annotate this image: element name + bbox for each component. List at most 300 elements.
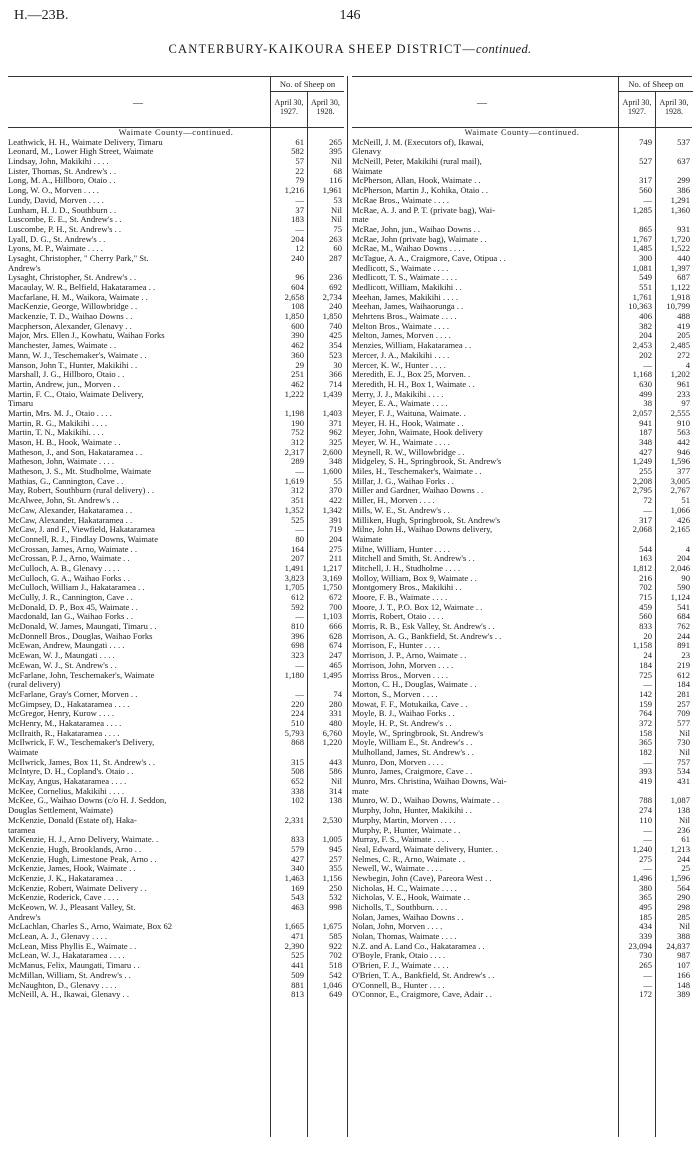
owner-name: Douglas Settlement, Waimate) (8, 806, 113, 816)
sheep-count-1927: — (643, 756, 652, 767)
sheep-count-1927: 23,094 (628, 940, 652, 951)
year-1927-date: April 30, (274, 98, 304, 107)
table-row (8, 167, 344, 177)
owner-name: McManus, Felix, Maungati, Timaru . . (8, 961, 140, 971)
sheep-count-1927: 544 (639, 543, 652, 554)
owner-name: Manchester, James, Waimate . . (8, 341, 117, 351)
sheep-count-1928: 672 (329, 592, 342, 602)
sheep-count-1927: 471 (291, 931, 304, 942)
owner-name: McLean, W. J., Hakataramea . . . . (8, 951, 125, 961)
owner-name: Nolan, James, Waihao Downs . . (352, 912, 464, 922)
page-number: 146 (339, 8, 361, 23)
table-row (352, 186, 692, 196)
owner-name: Lister, Thomas, St. Andrew's . . (8, 166, 116, 176)
table-row (352, 622, 692, 632)
sheep-count-1927: 220 (291, 698, 304, 709)
sheep-count-1927: 390 (291, 330, 304, 341)
sheep-count-1927: 169 (291, 882, 304, 893)
owner-name: Moyle, B. J., Waihao Forks . . (352, 709, 455, 719)
sheep-count-1927: 1,222 (284, 388, 304, 399)
sheep-count-1928: 431 (677, 776, 690, 787)
sheep-count-1927: 20 (643, 630, 652, 641)
table-row (352, 961, 692, 971)
year-1928-date: April 30, (311, 98, 340, 107)
sheep-count-1927: 508 (291, 766, 304, 777)
table-row (352, 486, 692, 496)
sheep-count-1928: 730 (677, 737, 690, 748)
sheep-count-1927: 315 (291, 756, 304, 767)
owner-name: Mitchell, J. H., Studholme . . . . (352, 563, 461, 573)
sheep-count-1927: 1,619 (284, 475, 304, 486)
sheep-count-1928: 30 (333, 359, 342, 370)
sheep-count-1927: 312 (291, 437, 304, 447)
owner-name: McRae, John, jun., Waihao Downs . . (352, 224, 481, 234)
sheep-count-1927: 2,057 (632, 407, 652, 418)
year-1927-year: 1927. (280, 107, 298, 116)
sheep-count-1927: 360 (291, 349, 304, 360)
sheep-count-1928: 532 (329, 892, 342, 903)
sheep-count-1928: 348 (329, 456, 342, 467)
owner-name: Nicholas, H. C., Waimate . . . . (352, 883, 457, 893)
sheep-count-1928: 1,397 (670, 262, 690, 273)
owner-name: McIlwrick, James, Box 11, St. Andrew's . . (8, 757, 156, 767)
owner-name: McCully, J. R., Cannington, Cave . . (8, 593, 133, 602)
year-1927-year: 1927. (628, 107, 646, 116)
sheep-count-1928: 1,750 (322, 582, 342, 593)
table-row (8, 264, 344, 274)
sheep-count-1928: 236 (329, 272, 342, 283)
left-rows (8, 128, 344, 1000)
sheep-count-1927: 427 (291, 853, 304, 864)
owner-name: McNeill, A. H., Ikawai, Glenavy . . (8, 990, 130, 1000)
owner-name: Leonard, M., Lower High Street, Waimate (8, 147, 154, 157)
sheep-count-1927: — (295, 524, 304, 535)
owner-name: Lindsay, John, Makikihi . . . . (8, 157, 109, 167)
sheep-count-1928: 389 (677, 989, 690, 1000)
owner-name: McCaw, Alexander, Hakataramea . . (8, 505, 133, 515)
sheep-count-1928: 287 (329, 252, 342, 263)
sheep-count-1928: 290 (677, 892, 690, 903)
sheep-count-1928: 649 (329, 989, 342, 1000)
sheep-count-1927: 462 (291, 340, 304, 351)
owner-name: Morris, R. B., Esk Valley, St. Andrew's . . (352, 622, 495, 632)
sheep-count-1927: 715 (639, 592, 652, 602)
sheep-count-1928: 2,485 (670, 340, 690, 351)
sheep-count-1928: 4 (685, 543, 690, 554)
owner-name: mate (352, 215, 369, 225)
owner-name: McCulloch, William J., Hakataramea . . (8, 583, 145, 593)
sheep-count-1928: 97 (681, 398, 690, 409)
sheep-count-1928: 1,291 (670, 194, 690, 205)
sheep-count-1928: 1,596 (670, 872, 690, 883)
sheep-count-1927: 1,198 (284, 407, 304, 418)
owner-name: Matheson, J. S., Mt. Studholme, Waimate (8, 467, 152, 477)
sheep-count-1928: 1,850 (322, 311, 342, 322)
table-row (352, 206, 692, 216)
sheep-count-1928: 488 (677, 311, 690, 322)
sheep-count-1928: 987 (677, 950, 690, 961)
sheep-count-1927: 2,795 (632, 485, 652, 496)
sheep-count-1927: 652 (291, 776, 304, 787)
sheep-count-1927: 79 (295, 175, 304, 186)
owner-name: Milne, William, Hunter . . . . (352, 544, 450, 554)
sheep-count-1928: Nil (679, 747, 690, 757)
sheep-count-1928: 240 (329, 301, 342, 312)
sheep-count-1928: 148 (677, 979, 690, 990)
sheep-count-1928: 702 (329, 950, 342, 961)
sheep-count-1927: 57 (295, 156, 304, 167)
table-row (352, 496, 692, 506)
year-1928-date: April 30, (659, 98, 689, 107)
sheep-count-1928: 757 (677, 756, 690, 767)
sheep-count-1928: 51 (681, 495, 690, 506)
owner-name: Murphy, John, Hunter, Makikihi . . (352, 806, 472, 816)
sheep-count-1927: 1,216 (284, 185, 304, 196)
sheep-count-1927: 164 (291, 543, 304, 554)
owner-name: Morrison, J. P., Arno, Waimate . . (352, 651, 467, 661)
owner-name: Lunham, H. J. D., Southburn . . (8, 205, 117, 215)
owner-name: Morriss Bros., Morven . . . . (352, 670, 448, 680)
sheep-count-1927: 833 (291, 834, 304, 845)
sheep-count-1928: 628 (329, 630, 342, 641)
table-row (8, 157, 344, 167)
table-row (8, 651, 344, 661)
sheep-count-1928: 1,087 (670, 795, 690, 806)
sheep-count-1928: 263 (329, 233, 342, 244)
sheep-count-1927: 72 (643, 495, 652, 506)
owner-name: Menzies, William, Hakataramea . . (352, 341, 472, 351)
sheep-count-1928: 1,495 (322, 669, 342, 680)
sheep-count-1928: 1,720 (670, 233, 690, 244)
table-row (8, 254, 344, 264)
sheep-count-1928: 1,220 (322, 737, 342, 748)
sheep-count-1927: 2,317 (284, 446, 304, 457)
owner-name: Andrew's (8, 912, 41, 922)
sheep-count-1928: Nil (331, 776, 342, 787)
sheep-count-1927: 204 (639, 330, 652, 341)
sheep-count-1928: 138 (677, 805, 690, 816)
sheep-count-1927: 702 (639, 582, 652, 593)
owner-name: Lysaght, Christopher, St. Andrew's . . (8, 273, 137, 283)
sheep-count-1928: 166 (677, 969, 690, 980)
sheep-count-1928: 674 (329, 640, 342, 651)
sheep-count-1928: 762 (677, 621, 690, 632)
owner-name: Moyle, H. P., St. Andrew's . . (352, 718, 452, 728)
year-1927-header (270, 91, 307, 127)
sheep-count-1927: 810 (291, 621, 304, 632)
owner-name: Mathias, G., Cannington, Cave . . (8, 476, 124, 486)
owner-name: Long, M. A., Hillboro, Otaio . . (8, 176, 116, 186)
sheep-count-1927: 434 (639, 921, 652, 932)
column-divider (347, 76, 348, 1137)
owner-name: Murphy, P., Hunter, Waimate . . (352, 825, 461, 835)
sheep-count-1928: 233 (677, 388, 690, 399)
sheep-count-1927: 275 (639, 853, 652, 864)
sheep-count-1928: 541 (677, 601, 690, 612)
owner-name: McNeill, Peter, Makikihi (rural mail), (352, 157, 482, 167)
sheep-count-1928: 666 (329, 621, 342, 632)
owner-name: Morrison, F., Hunter . . . . (352, 641, 440, 651)
owner-name: Millar, J. G., Waihao Forks . . (352, 476, 454, 486)
sheep-count-1927: 38 (643, 398, 652, 409)
year-1928-year: 1928. (665, 107, 683, 116)
owner-name: Waimate (352, 166, 383, 176)
owner-name: McDonald, W. James, Maungati, Timaru . . (8, 622, 157, 632)
sheep-count-1928: Nil (331, 214, 342, 225)
sheep-count-1927: 251 (291, 369, 304, 380)
owner-name: Martin, Mrs. M. J., Otaio . . . . (8, 408, 112, 418)
owner-name: Murray, F. S., Waimate . . . . (352, 835, 449, 845)
owner-name: McTague, A. A., Craigmore, Cave, Otipua . . (352, 253, 506, 263)
sheep-count-1927: 204 (291, 233, 304, 244)
sheep-count-1928: 1,122 (670, 282, 690, 292)
sheep-count-1927: 339 (639, 931, 652, 942)
owner-name: McKenzie, Hugh, Brooklands, Arno . . (8, 844, 142, 854)
owner-name: Luscombe, P. H., St. Andrew's . . (8, 224, 122, 234)
sheep-count-1927: 1,812 (632, 562, 652, 573)
year-1927-header (618, 91, 655, 127)
sheep-count-1927: 265 (639, 960, 652, 971)
sheep-count-1928: 1,961 (322, 185, 342, 196)
sheep-count-1928: 370 (329, 485, 342, 496)
owner-name: Major, Mrs. Ellen J., Kowhatu, Waihao Forks (8, 331, 165, 341)
sheep-count-1928: 542 (329, 969, 342, 980)
owner-name: McIntyre, D. H., Copland's. Otaio . . (8, 767, 134, 777)
sheep-count-1928: 314 (329, 785, 342, 796)
sheep-count-1927: 300 (639, 252, 652, 263)
table-row (352, 777, 692, 787)
owner-name: Macaulay, W. R., Belfield, Hakataramea . . (8, 283, 156, 292)
sheep-count-1927: — (295, 223, 304, 234)
owner-name: Martin, Andrew, jun., Morven . . (8, 379, 120, 389)
sheep-count-1927: 1,081 (632, 262, 652, 273)
owner-name: Munro, Mrs. Christina, Waihao Downs, Wai- (352, 777, 507, 787)
sheep-count-1928: 90 (681, 572, 690, 583)
sheep-count-1927: 110 (639, 814, 652, 825)
sheep-count-1927: 240 (291, 252, 304, 263)
owner-name: McRae, A. J. and P. T. (private bag), Wai- (352, 205, 495, 215)
sheep-count-1927: 184 (639, 659, 652, 670)
sheep-count-1927: — (643, 679, 652, 690)
sheep-count-1927: 788 (639, 795, 652, 806)
sheep-count-1927: 560 (639, 611, 652, 622)
sheep-count-1928: 443 (329, 756, 342, 767)
sheep-count-1928: 24,837 (666, 940, 690, 951)
sheep-count-1927: 224 (291, 708, 304, 719)
owner-name: McEwan, Andrew, Maungati . . . . (8, 641, 125, 651)
sheep-count-1928: 687 (677, 272, 690, 283)
owner-name: McKenzie, James, Hook, Waimate . . (8, 864, 136, 874)
sheep-count-1928: Nil (679, 921, 690, 932)
table-row (8, 796, 344, 806)
title-main: CANTERBURY-KAIKOURA SHEEP DISTRICT— (168, 42, 477, 56)
sheep-count-1927: 255 (639, 466, 652, 477)
sheep-count-1927: 37 (295, 204, 304, 215)
sheep-count-1928: 2,530 (322, 814, 342, 825)
sheep-count-1928: 391 (329, 514, 342, 525)
sheep-count-1927: 393 (639, 766, 652, 777)
sheep-count-1927: 312 (291, 485, 304, 496)
sheep-count-1927: 764 (639, 708, 652, 719)
owner-name: McKenzie, J. K., Hakataramea . . (8, 873, 123, 883)
page-title (0, 42, 700, 57)
owner-name: McKenzie, Roderick, Cave . . . . (8, 893, 119, 903)
title-suffix: continued. (476, 42, 532, 56)
owner-name: McIlraith, R., Hakataramea . . . . (8, 728, 120, 738)
sheep-count-1928: 700 (329, 601, 342, 612)
sheep-count-1928: 281 (677, 688, 690, 699)
owner-name: Manson, John T., Hunter, Makikihi . . (8, 360, 138, 370)
owner-name: McEwan, W. J., Maungati . . . . (8, 651, 115, 661)
sheep-count-1927: 1,491 (284, 562, 304, 573)
sheep-count-1928: 922 (329, 940, 342, 951)
sheep-count-1927: 865 (639, 223, 652, 234)
sheep-count-1927: 600 (291, 320, 304, 331)
owner-name: Moyle, William E., St. Andrew's . . (352, 738, 473, 748)
sheep-count-1927: 525 (291, 514, 304, 525)
sheep-count-1927: 185 (639, 911, 652, 922)
sheep-count-1928: 577 (677, 717, 690, 728)
sheep-count-1928: 1,360 (670, 204, 690, 215)
owner-name: Meyer, H. H., Hook, Waimate . . (352, 418, 464, 428)
owner-name: McKee, Cornelius, Makikihi . . . . (8, 786, 124, 796)
owner-name: Newbegin, John (Cave), Pareora West . . (352, 873, 492, 883)
sheep-count-1927: 427 (639, 446, 652, 457)
sheep-count-1927: 543 (291, 892, 304, 903)
sheep-count-1927: 159 (639, 698, 652, 709)
owner-name: Montgomery Bros., Makikihi . . (352, 583, 462, 593)
owner-name: McCrossan, James, Arno, Waimate . . (8, 544, 137, 554)
sheep-count-1927: 108 (291, 301, 304, 312)
owner-name: Milne, John H., Waihao Downs delivery, (352, 525, 493, 535)
table-row (8, 816, 344, 826)
table-row (352, 671, 692, 681)
owner-name: McKenzie, H. J., Arno Delivery, Waimate. . (8, 835, 159, 845)
owner-name: Molloy, William, Box 9, Waimate . . (352, 573, 477, 583)
owner-name: Morton, C. H., Douglas, Waimate . . (352, 680, 477, 690)
owner-name: Nicholls, T., Southburn. . . . (352, 903, 448, 912)
sheep-count-1928: 931 (677, 223, 690, 234)
owner-name: Mackenzie, T. D., Waihao Downs . . (8, 312, 133, 322)
sheep-count-1927: 549 (639, 272, 652, 283)
sheep-count-1927: — (643, 863, 652, 874)
sheep-count-1927: 730 (639, 950, 652, 961)
owner-name: Mitchell and Smith, St. Andrew's . . (352, 554, 475, 564)
owner-name: McPherson, Allan, Hook, Waimate . . (352, 176, 481, 186)
owner-name: Macdonald, Ian G., Waihao Forks . . (8, 612, 133, 622)
sheep-count-1927: 1,767 (632, 233, 652, 244)
table-row (352, 826, 692, 836)
sheep-count-1928: 1,005 (322, 834, 342, 845)
sheep-count-1928: Nil (679, 814, 690, 825)
sheep-count-1928: 244 (677, 630, 690, 641)
owner-name: Martin, T. N., Makikihi. . . . (8, 428, 104, 438)
table-row (352, 525, 692, 535)
sheep-count-1928: 257 (677, 698, 690, 709)
sheep-count-1928: 523 (329, 349, 342, 360)
owner-name: McDonnell Bros., Douglas, Waihao Forks (8, 631, 153, 641)
sheep-count-1927: 1,761 (632, 291, 652, 302)
sheep-count-1928: 910 (677, 417, 690, 428)
sheep-count-1928: 1,403 (322, 407, 342, 418)
sheep-count-1927: 749 (639, 136, 652, 147)
owner-name: Timaru (8, 399, 33, 409)
sheep-count-1928: 75 (333, 223, 342, 234)
sheep-count-1928: 612 (677, 669, 690, 680)
sheep-count-1928: 204 (329, 533, 342, 544)
owner-name: Merry, J. J., Makikihi . . . . (352, 389, 444, 399)
table-row (8, 235, 344, 245)
sheep-count-1927: 61 (295, 136, 304, 147)
sheep-count-1927: 463 (291, 902, 304, 912)
owner-name: May, Robert, Southburn (rural delivery) . . (8, 486, 154, 496)
owner-name: Glenavy (352, 147, 382, 157)
sheep-count-1928: 518 (329, 960, 342, 971)
sheep-count-1928: 1,522 (670, 243, 690, 254)
sheep-count-1927: — (643, 969, 652, 980)
sheep-count-1928: 692 (329, 282, 342, 292)
sheep-count-1927: 419 (639, 776, 652, 787)
owner-name: Long, W. O., Morven . . . . (8, 186, 99, 196)
owner-name: McIlwrick, F. W., Teschemaker's Delivery, (8, 738, 155, 748)
sheep-count-1927: 365 (639, 892, 652, 903)
sheep-count-1928: 388 (677, 931, 690, 942)
sheep-count-1927: 2,390 (284, 940, 304, 951)
sheep-count-1927: 560 (639, 185, 652, 196)
owner-name: McFarlane, John, Teschemaker's, Waimate (8, 670, 155, 680)
table-row (352, 157, 692, 167)
owner-name: Waimate (8, 748, 39, 757)
sheep-count-1928: 4 (685, 359, 690, 370)
sheep-count-1927: 592 (291, 601, 304, 612)
owner-name: Meredith, H. H., Box 1, Waimate . . (352, 379, 475, 389)
sheep-count-1928: 946 (677, 446, 690, 457)
sheep-count-1928: 60 (333, 243, 342, 254)
sheep-count-1927: 187 (639, 427, 652, 438)
sheep-count-1928: 325 (329, 437, 342, 447)
sheep-count-1928: 61 (681, 834, 690, 845)
owner-name: Midgeley, S. H., Springbrook, St. Andrew's (352, 457, 502, 467)
owner-name: Mehrtens Bros., Waimate . . . . (352, 312, 457, 322)
sheep-count-1927: 459 (639, 601, 652, 612)
owner-name: O'Boyle, Frank, Otaio . . . . (352, 951, 446, 961)
table-row (352, 990, 692, 1000)
sheep-count-1928: 275 (329, 543, 342, 554)
sheep-count-1927: 372 (639, 717, 652, 728)
owner-name: McKeown, W. J., Pleasant Valley, St. (8, 903, 136, 912)
owner-name: Miller, H., Morven . . . . (352, 496, 435, 506)
sheep-count-1928: 1,600 (322, 466, 342, 477)
sheep-count-1928: 719 (329, 524, 342, 535)
sheep-count-1928: 425 (329, 330, 342, 341)
table-row (8, 215, 344, 225)
sheep-count-1928: 962 (329, 427, 342, 438)
right-table-header (352, 76, 692, 128)
sheep-count-1927: 102 (291, 795, 304, 806)
sheep-count-1928: 422 (329, 495, 342, 506)
table-row (8, 525, 344, 535)
sheep-count-1927: 1,485 (632, 243, 652, 254)
year-1927-date: April 30, (622, 98, 652, 107)
sheep-count-1927: 868 (291, 737, 304, 748)
sheep-count-1928: 386 (677, 185, 690, 196)
sheep-count-group-header: No. of Sheep on (618, 77, 693, 92)
owner-name: Meyer, E. A., Waimate . . . . (352, 399, 448, 409)
sheep-count-1928: 480 (329, 717, 342, 728)
owner-name: Munro, W. D., Waihao Downs, Waimate . . (352, 796, 500, 806)
sheep-count-1928: 590 (677, 582, 690, 593)
owner-name: Nolan, John, Morven . . . . (352, 922, 443, 932)
